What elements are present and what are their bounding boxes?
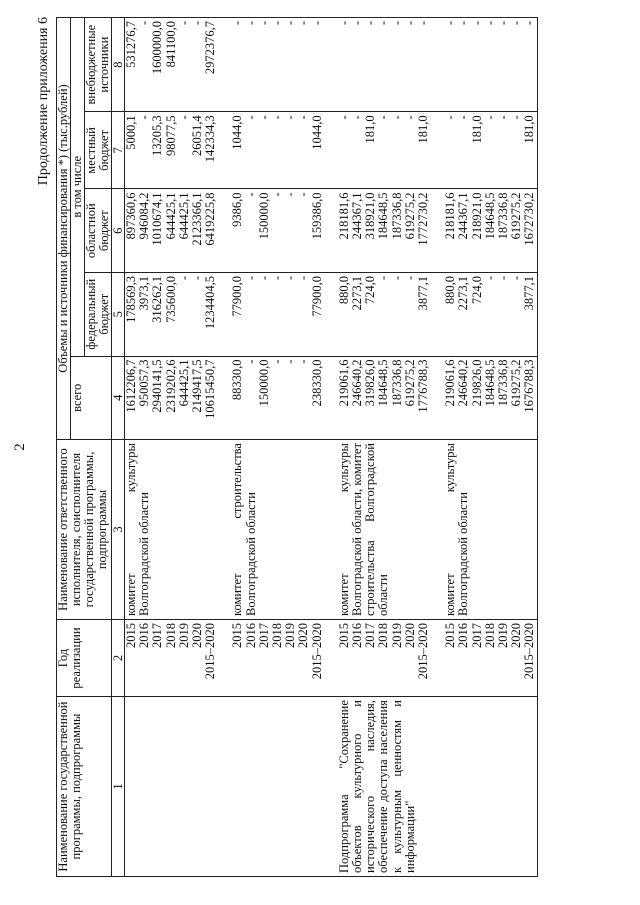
- year-value: 2016: [350, 622, 365, 648]
- program-name: [217, 697, 323, 877]
- value-cell: 10615450,7: [203, 359, 218, 419]
- value-cell: 219061,6: [336, 359, 351, 407]
- year-value: 2020: [509, 622, 524, 648]
- value-cell: 159386,0: [309, 192, 324, 240]
- value-cell: -: [509, 275, 524, 281]
- document-sheet: [0, 17, 640, 877]
- value-cell: -: [402, 21, 417, 26]
- year-value: 2018: [376, 622, 391, 648]
- value-cell: -: [243, 275, 258, 281]
- year-cell: [324, 619, 430, 696]
- value-cell: -: [243, 192, 258, 197]
- year-value: 2019: [389, 622, 404, 648]
- value-cell: 897360,6: [124, 192, 138, 240]
- value-cell: -: [270, 21, 285, 26]
- extra-values: [430, 18, 537, 112]
- header-year: Год реализации: [57, 619, 112, 696]
- value-cell: 644425,1: [176, 359, 191, 407]
- value-cell: 246640,2: [350, 359, 365, 407]
- year-value: 2019: [283, 622, 298, 648]
- value-cell: 2940141,5: [150, 359, 165, 413]
- program-name: Подпрограмма "Сохранение объектов культурного и исторического наследия, обеспечение доступа населения к культурным ценностям и информации": [324, 697, 430, 877]
- value-cell: 9386,0: [230, 192, 245, 227]
- value-cell: 880,0: [336, 275, 351, 305]
- header-regional: областной бюджет: [85, 189, 112, 273]
- table-header: [57, 18, 125, 877]
- total-values: [125, 356, 218, 440]
- header-extra: внебюджетные источники: [85, 18, 112, 112]
- value-cell: 3973,1: [137, 275, 152, 311]
- value-cell: 5000,1: [124, 115, 138, 150]
- value-cell: 2123366,1: [190, 192, 205, 246]
- value-cell: 142334,3: [203, 115, 218, 163]
- value-cell: -: [296, 21, 311, 26]
- year-value: 2016: [243, 622, 258, 648]
- value-cell: -: [296, 192, 311, 197]
- program-name: [125, 697, 218, 877]
- year-value: 2015: [336, 622, 351, 648]
- value-cell: 181,0: [469, 115, 484, 144]
- financing-table: [56, 17, 538, 877]
- year-value: 2015–2020: [522, 622, 537, 680]
- value-cell: 2273,1: [350, 275, 365, 311]
- year-value: 2020: [296, 622, 311, 648]
- regional-values: [430, 189, 537, 273]
- value-cell: -: [176, 21, 191, 26]
- year-value: 2017: [363, 622, 378, 648]
- value-cell: 950057,3: [137, 359, 152, 407]
- value-cell: -: [389, 21, 404, 26]
- value-cell: -: [482, 115, 497, 120]
- executor-name: комитет культуры Волгоградской области: [430, 440, 537, 620]
- value-cell: -: [230, 21, 245, 26]
- value-cell: -: [482, 21, 497, 26]
- value-cell: -: [190, 275, 205, 281]
- executor-name: комитет культуры Волгоградской области, комитет строительства Волгоградской области: [324, 440, 430, 620]
- value-cell: -: [270, 275, 285, 281]
- value-cell: -: [283, 359, 298, 364]
- appendix-continuation: Продолжение приложения 6: [36, 17, 51, 186]
- value-cell: 150000,0: [256, 192, 271, 240]
- value-cell: 218181,6: [443, 192, 458, 240]
- value-cell: 184648,5: [376, 359, 391, 407]
- value-cell: -: [256, 115, 271, 120]
- col-number: 5: [112, 272, 125, 356]
- col-number: 4: [112, 356, 125, 440]
- value-cell: 2149417,5: [190, 359, 205, 413]
- value-cell: -: [256, 21, 271, 26]
- value-cell: 187336,8: [496, 359, 511, 407]
- total-values: [430, 356, 537, 440]
- page-number: 2: [12, 443, 28, 451]
- header-executor: Наименование ответственного исполнителя, соисполнителя государственной программы, подпрограммы: [57, 440, 112, 620]
- value-cell: -: [296, 359, 311, 364]
- value-cell: 3877,1: [416, 275, 431, 311]
- value-cell: 218181,6: [336, 192, 351, 240]
- value-cell: -: [389, 115, 404, 120]
- value-cell: 219061,6: [443, 359, 458, 407]
- value-cell: 187336,8: [389, 192, 404, 240]
- year-value: 2019: [496, 622, 511, 648]
- executor-name: комитет строительства Волгоградской области: [217, 440, 323, 620]
- value-cell: -: [270, 115, 285, 120]
- value-cell: 2319202,6: [163, 359, 178, 413]
- value-cell: 244367,1: [456, 192, 471, 240]
- value-cell: -: [509, 115, 524, 120]
- year-value: 2016: [456, 622, 471, 648]
- value-cell: -: [283, 115, 298, 120]
- value-cell: -: [137, 21, 152, 26]
- value-cell: 187336,8: [389, 359, 404, 407]
- year-value: 2017: [469, 622, 484, 648]
- value-cell: -: [482, 275, 497, 281]
- year-cell: [217, 619, 323, 696]
- value-cell: 181,0: [416, 115, 431, 144]
- col-number: 2: [112, 619, 125, 696]
- value-cell: 219826,0: [469, 359, 484, 407]
- table-row: [430, 18, 537, 877]
- year-value: 2015–2020: [309, 622, 324, 680]
- value-cell: 531276,7: [124, 21, 138, 68]
- value-cell: -: [443, 115, 458, 120]
- value-cell: -: [376, 115, 391, 120]
- regional-values: [125, 189, 218, 273]
- value-cell: 26051,4: [190, 115, 205, 156]
- value-cell: -: [283, 192, 298, 197]
- executor-name: комитет культуры Волгоградской области: [125, 440, 218, 620]
- col-number: 8: [112, 18, 125, 112]
- header-local: местный бюджет: [85, 112, 112, 189]
- year-value: 2019: [176, 622, 191, 648]
- value-cell: 246640,2: [456, 359, 471, 407]
- federal-values: [217, 272, 323, 356]
- value-cell: -: [296, 275, 311, 281]
- value-cell: 880,0: [443, 275, 458, 305]
- value-cell: 2972376,7: [203, 21, 218, 75]
- value-cell: 724,0: [469, 275, 484, 305]
- value-cell: -: [256, 275, 271, 281]
- value-cell: -: [283, 21, 298, 26]
- local-values: [430, 112, 537, 189]
- value-cell: 181,0: [522, 115, 537, 144]
- value-cell: -: [270, 359, 285, 364]
- extra-values: [324, 18, 430, 112]
- value-cell: 77900,0: [230, 275, 245, 317]
- header-funding: Объемы и источники финансирования *) (тыс.рублей): [57, 18, 71, 440]
- value-cell: 77900,0: [309, 275, 324, 317]
- value-cell: -: [243, 359, 258, 364]
- value-cell: -: [176, 275, 191, 281]
- value-cell: 218921,0: [469, 192, 484, 240]
- value-cell: 319826,0: [363, 359, 378, 407]
- extra-values: [125, 18, 218, 112]
- col-number: 3: [112, 440, 125, 620]
- value-cell: -: [137, 115, 152, 120]
- federal-values: [125, 272, 218, 356]
- value-cell: 1044,0: [230, 115, 245, 150]
- value-cell: -: [296, 115, 311, 120]
- program-name: [430, 697, 537, 877]
- local-values: [125, 112, 218, 189]
- value-cell: 1010674,1: [150, 192, 165, 246]
- value-cell: 619275,2: [402, 359, 417, 407]
- table-body: [125, 18, 538, 877]
- value-cell: -: [283, 275, 298, 281]
- value-cell: 88330,0: [230, 359, 245, 401]
- value-cell: -: [402, 115, 417, 120]
- value-cell: 184648,5: [482, 192, 497, 240]
- value-cell: 735600,0: [163, 275, 178, 323]
- value-cell: -: [456, 21, 471, 26]
- extra-values: [217, 18, 323, 112]
- value-cell: -: [496, 115, 511, 120]
- value-cell: 841100,0: [163, 21, 178, 68]
- federal-values: [324, 272, 430, 356]
- header-federal: федеральный бюджет: [85, 272, 112, 356]
- value-cell: 6419225,8: [203, 192, 218, 246]
- value-cell: -: [350, 115, 365, 120]
- value-cell: 2273,1: [456, 275, 471, 311]
- value-cell: -: [456, 115, 471, 120]
- value-cell: -: [190, 21, 205, 26]
- col-number: 1: [112, 697, 125, 877]
- value-cell: 724,0: [363, 275, 378, 305]
- value-cell: 1044,0: [309, 115, 324, 150]
- regional-values: [324, 189, 430, 273]
- regional-values: [217, 189, 323, 273]
- year-value: 2015–2020: [203, 622, 218, 680]
- col-number: 7: [112, 112, 125, 189]
- value-cell: -: [270, 192, 285, 197]
- value-cell: 1772730,2: [416, 192, 431, 246]
- value-cell: -: [336, 21, 351, 26]
- value-cell: -: [243, 21, 258, 26]
- value-cell: 1776788,3: [416, 359, 431, 413]
- value-cell: -: [336, 115, 351, 120]
- value-cell: 946084,2: [137, 192, 152, 240]
- value-cell: 13205,3: [150, 115, 165, 156]
- value-cell: 150000,0: [256, 359, 271, 407]
- value-cell: -: [522, 21, 537, 26]
- value-cell: -: [350, 21, 365, 26]
- header-total: всего: [71, 356, 112, 440]
- value-cell: -: [443, 21, 458, 26]
- value-cell: -: [376, 275, 391, 281]
- year-value: 2020: [190, 622, 205, 648]
- value-cell: 3877,1: [522, 275, 537, 311]
- value-cell: -: [509, 21, 524, 26]
- value-cell: -: [389, 275, 404, 281]
- table-row: [324, 18, 430, 877]
- value-cell: 619275,2: [509, 359, 524, 407]
- year-value: 2016: [137, 622, 152, 648]
- value-cell: 187336,8: [496, 192, 511, 240]
- value-cell: 184648,5: [376, 192, 391, 240]
- value-cell: 244367,1: [350, 192, 365, 240]
- value-cell: 1672730,2: [522, 192, 537, 246]
- value-cell: 318921,0: [363, 192, 378, 240]
- value-cell: 619275,2: [509, 192, 524, 240]
- local-values: [217, 112, 323, 189]
- value-cell: -: [376, 21, 391, 26]
- total-values: [217, 356, 323, 440]
- total-values: [324, 356, 430, 440]
- value-cell: 98077,5: [163, 115, 178, 156]
- year-value: 2015: [443, 622, 458, 648]
- year-value: 2015–2020: [416, 622, 431, 680]
- value-cell: 181,0: [363, 115, 378, 144]
- value-cell: -: [402, 275, 417, 281]
- value-cell: 1234404,5: [203, 275, 218, 330]
- value-cell: 316262,1: [150, 275, 165, 323]
- value-cell: 1612206,7: [124, 359, 138, 413]
- value-cell: -: [243, 115, 258, 120]
- year-value: 2018: [163, 622, 178, 648]
- local-values: [324, 112, 430, 189]
- value-cell: -: [496, 275, 511, 281]
- header-including: в том числе: [71, 18, 85, 357]
- table-row: [217, 18, 323, 877]
- value-cell: 619275,2: [402, 192, 417, 240]
- year-value: 2020: [402, 622, 417, 648]
- year-value: 2017: [256, 622, 271, 648]
- federal-values: [430, 272, 537, 356]
- year-cell: [125, 619, 218, 696]
- year-value: 2015: [124, 622, 138, 648]
- value-cell: -: [496, 21, 511, 26]
- value-cell: 184648,5: [482, 359, 497, 407]
- col-number: 6: [112, 189, 125, 273]
- year-value: 2018: [270, 622, 285, 648]
- year-value: 2015: [230, 622, 245, 648]
- value-cell: 644425,1: [176, 192, 191, 240]
- table-row: [125, 18, 218, 877]
- value-cell: -: [416, 21, 431, 26]
- value-cell: -: [176, 115, 191, 120]
- value-cell: 1600000,0: [150, 21, 165, 75]
- year-cell: [430, 619, 537, 696]
- value-cell: 1676788,3: [522, 359, 537, 413]
- year-value: 2018: [482, 622, 497, 648]
- year-value: 2017: [150, 622, 165, 648]
- value-cell: -: [469, 21, 484, 26]
- value-cell: -: [309, 21, 324, 26]
- header-program: Наименование государственной программы, подпрограммы: [57, 697, 112, 877]
- value-cell: 238330,0: [309, 359, 324, 407]
- value-cell: 644425,1: [163, 192, 178, 240]
- value-cell: -: [363, 21, 378, 26]
- value-cell: 178569,3: [124, 275, 138, 323]
